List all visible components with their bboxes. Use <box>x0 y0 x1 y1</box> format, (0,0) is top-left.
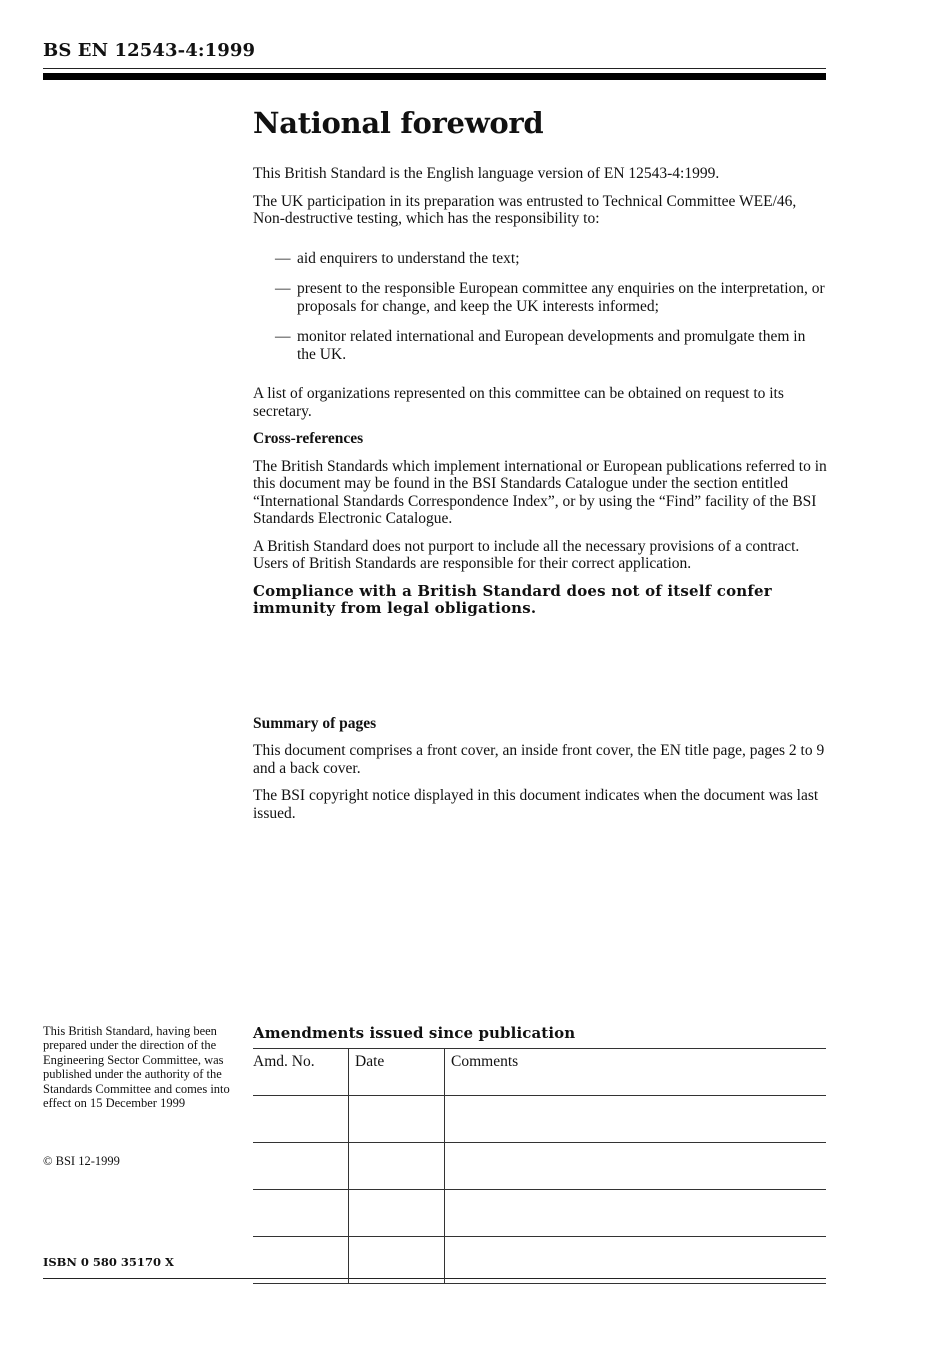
compliance-statement: Compliance with a British Standard does not of itself confer immunity from legal obligations. <box>253 581 772 617</box>
header-rule-thin <box>43 68 826 69</box>
amendments-table <box>253 1048 826 1284</box>
table-cell <box>253 1143 349 1190</box>
table-cell <box>445 1237 827 1284</box>
list-item-text: present to the responsible European committee any enquiries on the interpretation, or proposals for change, and keep the UK interests informed; <box>297 280 825 315</box>
table-cell <box>349 1237 445 1284</box>
table-header-row <box>253 1049 826 1096</box>
header-rule-thick <box>43 73 826 80</box>
column-header-date: Date <box>349 1049 445 1096</box>
intro-paragraph: This British Standard is the English language version of EN 12543-4:1999. <box>253 165 720 182</box>
responsibility-list <box>253 250 828 364</box>
list-item <box>253 328 828 363</box>
amendments-title: Amendments issued since publication <box>253 1024 576 1042</box>
dash-marker: — <box>275 249 291 267</box>
dash-marker: — <box>275 280 291 297</box>
table-cell <box>349 1096 445 1143</box>
table-row <box>253 1143 826 1190</box>
table-row <box>253 1190 826 1237</box>
table-cell <box>445 1096 827 1143</box>
copyright-line: © BSI 12-1999 <box>43 1154 120 1168</box>
page-title: National foreword <box>253 106 544 140</box>
table-cell <box>445 1143 827 1190</box>
table-cell <box>349 1190 445 1237</box>
table-row <box>253 1096 826 1143</box>
table-cell <box>253 1096 349 1143</box>
provisions-paragraph: A British Standard does not purport to include all the necessary provisions of a contract. Users of British Standards are responsible for their correct application. <box>253 537 800 572</box>
table-cell <box>445 1190 827 1237</box>
summary-paragraph: This document comprises a front cover, an inside front cover, the EN title page, pages 2 to 9 and a back cover. <box>253 742 825 777</box>
summary-heading: Summary of pages <box>253 714 377 732</box>
table-cell <box>253 1190 349 1237</box>
publication-note: This British Standard, having been prepared under the direction of the Engineering Sector Committee, was published under the authority of the Standards Committee and comes into effect on 15 December 1999 <box>43 1024 230 1111</box>
table-row <box>253 1237 826 1284</box>
spacer <box>253 628 828 715</box>
list-item-text: monitor related international and European developments and promulgate them in the UK. <box>297 328 806 363</box>
table-cell <box>253 1237 349 1284</box>
list-item <box>253 250 828 268</box>
list-item <box>253 280 828 315</box>
dash-marker: — <box>275 328 291 345</box>
copyright-notice-paragraph: The BSI copyright notice displayed in this document indicates when the document was last issued. <box>253 787 819 822</box>
participation-paragraph: The UK participation in its preparation was entrusted to Technical Committee WEE/46, Non-destructive testing, which has the responsibility to: <box>253 192 797 227</box>
list-item-text: aid enquirers to understand the text; <box>297 249 520 267</box>
cross-references-heading: Cross-references <box>253 430 364 447</box>
column-header-amd-no: Amd. No. <box>253 1049 349 1096</box>
standard-number: BS EN 12543-4:1999 <box>43 40 256 61</box>
column-header-comments: Comments <box>445 1049 827 1096</box>
cross-references-paragraph: The British Standards which implement international or European publications referred to in this document may be found in the BSI Standards Catalogue under the section entitled “International Standards Correspondence Index”, or by using the “Find” facility of the BSI Standards Electronic Catalogue. <box>253 457 827 527</box>
organizations-paragraph: A list of organizations represented on this committee can be obtained on request to its secretary. <box>253 385 784 420</box>
foreword-section <box>253 106 828 832</box>
isbn: ISBN 0 580 35170 X <box>43 1255 174 1269</box>
table-cell <box>349 1143 445 1190</box>
